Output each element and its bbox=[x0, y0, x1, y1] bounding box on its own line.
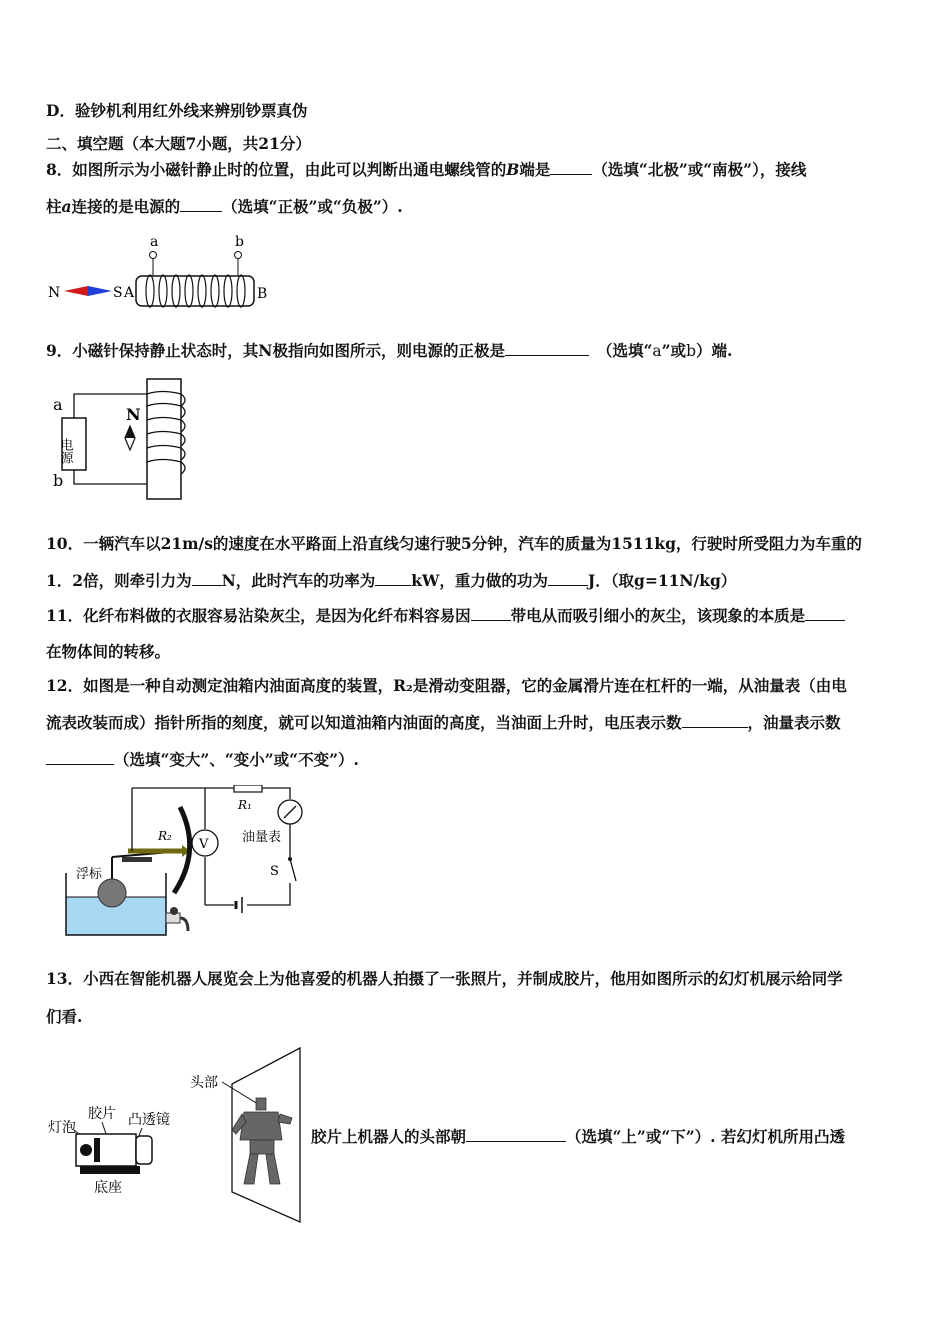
fig9-power-label: 电源 bbox=[57, 438, 73, 464]
q12-blank-2[interactable] bbox=[46, 750, 114, 765]
fig12-oil-gauge bbox=[62, 785, 312, 940]
fig12-label-S: S bbox=[270, 864, 279, 879]
q9-blank[interactable] bbox=[505, 341, 589, 356]
q10-blank-1[interactable] bbox=[192, 571, 222, 586]
fig8-label-b: b bbox=[235, 234, 244, 250]
q10-line1: 10．一辆汽车以21m/s的速度在水平路面上沿直线匀速行驶5分钟，汽车的质量为1511kg，行驶时所受阻力为车重的 bbox=[46, 534, 862, 553]
fig12-float-label: 浮标 bbox=[76, 867, 103, 882]
q9-line1: 9．小磁针保持静止状态时，其N极指向如图所示，则电源的正极是 （选填“a”或b）端. bbox=[46, 341, 733, 360]
compass-south-half bbox=[88, 286, 112, 296]
q12-line2: 流表改装而成）指针所指的刻度，就可以知道油箱内油面的高度，当油面上升时，电压表示数 ，油量表示数 bbox=[46, 713, 841, 732]
fig8-label-N: N bbox=[48, 285, 61, 301]
q10-line2: 1．2倍，则牵引力为 N，此时汽车的功率为 kW，重力做的功为 J．（取g=11N/kg） bbox=[46, 571, 737, 590]
fig9-label-a: a bbox=[53, 395, 63, 414]
fig9-label-N: N bbox=[126, 405, 141, 424]
fig8-label-A: A bbox=[124, 285, 135, 301]
fig13-film-label: 胶片 bbox=[88, 1106, 116, 1122]
q8-line1: 8．如图所示为小磁针静止时的位置，由此可以判断出通电螺线管的B端是 （选填“北极”或“南极”），接线 bbox=[46, 160, 807, 179]
option-d: D．验钞机利用红外线来辨别钞票真伪 bbox=[46, 101, 308, 120]
fig13-base-label: 底座 bbox=[94, 1180, 122, 1196]
fig12-meter-label: 油量表 bbox=[242, 830, 282, 845]
q13-line3: 胶片上机器人的头部朝 （选填“上”或“下”）. 若幻灯机所用凸透 bbox=[311, 1127, 845, 1146]
q11-blank-1[interactable] bbox=[471, 606, 511, 621]
fig13-projector bbox=[46, 1044, 308, 1224]
q11-line1: 11．化纤布料做的衣服容易沾染灰尘，是因为化纤布料容易因 带电从而吸引细小的灰尘，该现象的本质是 bbox=[46, 606, 845, 626]
fig13-head-label: 头部 bbox=[190, 1075, 218, 1091]
fig9-circuit bbox=[50, 376, 190, 502]
q13-blank[interactable] bbox=[466, 1127, 566, 1142]
q10-blank-2[interactable] bbox=[375, 571, 411, 586]
q11-line2: 在物体间的转移。 bbox=[46, 642, 171, 661]
fig12-label-R2: R₂ bbox=[158, 829, 172, 843]
fig8-label-B: B bbox=[257, 286, 268, 302]
float bbox=[98, 879, 126, 907]
q8-blank-1[interactable] bbox=[550, 160, 592, 175]
fig8-label-S: S bbox=[113, 285, 123, 301]
projector-base bbox=[80, 1166, 140, 1174]
compass-north-half bbox=[64, 286, 88, 296]
q13-line1: 13．小西在智能机器人展览会上为他喜爱的机器人拍摄了一张照片，并制成胶片，他用如图所示的幻灯机展示给同学 bbox=[46, 969, 843, 988]
switch-S bbox=[290, 859, 296, 881]
q12-line1: 12．如图是一种自动测定油箱内油面高度的装置，R₂是滑动变阻器，它的金属滑片连在杠杆的一端，从油量表（由电 bbox=[46, 676, 847, 695]
q12-blank-1[interactable] bbox=[682, 713, 748, 728]
fig8-solenoid bbox=[46, 232, 276, 312]
fig13-lamp-label: 灯泡 bbox=[48, 1120, 76, 1136]
q10-blank-3[interactable] bbox=[548, 571, 588, 586]
section-heading: 二、填空题（本大题7小题，共21分） bbox=[46, 134, 311, 153]
q13-line2: 们看. bbox=[46, 1007, 83, 1026]
fig8-label-a: a bbox=[150, 234, 159, 250]
resistor-R1 bbox=[234, 785, 262, 792]
fig13-lens-label: 凸透镜 bbox=[128, 1112, 170, 1128]
fig12-label-R1: R₁ bbox=[238, 798, 252, 812]
fig9-label-b: b bbox=[53, 471, 64, 490]
q12-line3: （选填“变大”、“变小”或“不变”）. bbox=[46, 750, 359, 770]
q8-blank-2[interactable] bbox=[180, 197, 222, 212]
q11-blank-2[interactable] bbox=[805, 606, 845, 621]
q8-line2: 柱a连接的是电源的 （选填“正极”或“负极”）. bbox=[46, 197, 403, 216]
fig12-label-V: V bbox=[199, 837, 209, 852]
